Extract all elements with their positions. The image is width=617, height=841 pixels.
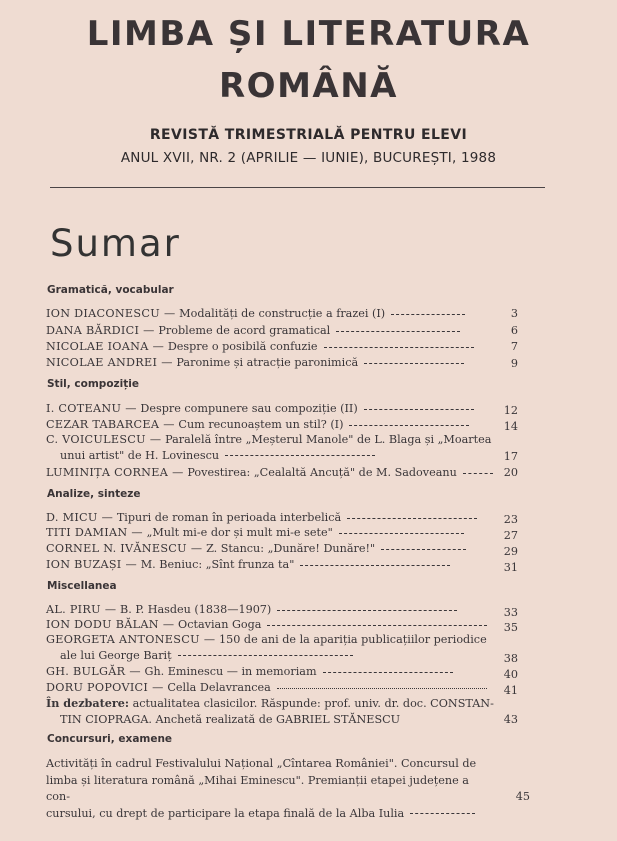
entry-page-number: 23 [503,513,518,526]
entry-page-number: 14 [503,420,518,433]
dot-leader [336,331,460,332]
entry-title: Despre compunere sau compoziție (II) [140,402,358,415]
entry-page-number: 45 [515,790,530,803]
entry-author: GEORGETA ANTONESCU [46,633,200,646]
dot-leader [391,314,465,315]
entry-page-number: 35 [503,621,518,634]
entry-title: „Mult mi-e dor și mult mi-e sete" [146,526,333,539]
paragraph-line: limba și literatura română „Mihai Eminescu". Premianții etapei județene a con- [46,773,469,803]
toc-entry[interactable] [46,465,496,481]
toc-entry[interactable] [46,339,496,355]
toc-entry[interactable] [46,323,496,339]
toc-entry[interactable] [46,306,496,322]
entry-author: GH. BULGĂR [46,665,126,678]
entry-page-number: 40 [503,668,518,681]
dot-leader [364,409,474,410]
entry-title: Paronime și atracție paronimică [176,356,359,369]
entry-title: Modalități de construcție a frazei (I) [179,307,386,320]
dot-leader [339,533,464,534]
entry-title: Despre o posibilă confuzie [167,340,318,353]
entry-title-continued: TIN CIOPRAGA. Anchetă realizată de GABRIEL STĂNESCU [60,712,401,726]
entry-author: CEZAR TABARCEA [46,418,160,431]
toc-entry[interactable] [46,602,496,618]
entry-page-number: 38 [503,652,518,665]
entry-page-number: 9 [510,357,518,370]
dot-leader [300,565,450,566]
entry-author: NICOLAE IOANA [46,340,149,353]
contents-heading: Sumar [50,222,181,265]
entry-title: B. P. Hasdeu (1838—1907) [120,603,272,616]
dot-leader [463,473,493,474]
dot-leader [410,813,475,814]
dot-leader [277,688,487,689]
entry-author: ION BUZAȘI [46,558,122,571]
entry-separator: — [101,511,113,524]
entry-title: Gh. Eminescu — in memoriam [144,665,317,678]
entry-author: LUMINIȚA CORNEA [46,466,169,479]
entry-separator: — [172,466,184,479]
entry-page-number: 41 [503,684,518,697]
entry-page-number: 12 [503,404,518,417]
entry-title: Probleme de acord gramatical [158,324,331,337]
header-divider [50,187,545,188]
entry-author: TITI DAMIAN [46,526,128,539]
toc-entry[interactable] [46,680,496,696]
entry-author: AL. PIRU [46,603,101,616]
entry-separator: — [161,356,173,369]
magazine-title-line2: ROMÂNĂ [219,66,398,106]
entry-separator: — [152,340,164,353]
entry-page-number: 29 [503,545,518,558]
magazine-title-line1: LIMBA ȘI LITERATURA [86,14,531,54]
entry-author: DANA BĂRDICI [46,324,140,337]
paragraph-line: Activități în cadrul Festivalului Național „Cîntarea României". Concursul de [46,757,477,770]
entry-separator: — [163,418,175,431]
entry-title: Octavian Goga [178,618,262,631]
section-title-style: Stil, compoziție [47,378,139,390]
paragraph-line: cursului, cu drept de participare la etapa finală de la Alba Iulia [46,806,405,820]
entry-separator: — [104,603,117,616]
dot-leader [267,625,487,626]
dot-leader [364,363,464,364]
entry-separator: — [149,433,162,446]
toc-entry[interactable] [46,557,496,573]
entry-separator: — [129,665,141,678]
toc-entry[interactable] [46,355,496,371]
entry-author: D. MICU [46,511,98,524]
toc-entry[interactable] [46,664,496,680]
entry-separator: — [125,402,137,415]
toc-entry[interactable] [46,632,496,663]
section-title-grammar: Gramatică, vocabular [47,284,174,296]
entry-title: Povestirea: „Cealaltă Ancuță" de M. Sadoveanu [187,466,457,479]
entry-title: Tipuri de roman în perioada interbelică [116,511,342,524]
entry-author: NICOLAE ANDREI [46,356,158,369]
entry-title: Z. Stancu: „Dunăre! Dunăre!" [206,542,376,555]
dot-leader [277,610,457,611]
entry-title: Paralelă între „Meșterul Manole" de L. Blaga și „Moartea [165,433,492,446]
entry-separator: — [163,307,176,320]
dot-leader [349,425,469,426]
entry-author: I. COTEANU [46,402,122,415]
dot-leader [225,455,375,456]
toc-entry[interactable] [46,417,496,433]
toc-entry[interactable] [46,401,496,417]
entry-separator: — [131,526,143,539]
entry-page-number: 43 [503,713,518,726]
entry-title: M. Beniuc: „Sînt frunza ta" [140,558,295,571]
entry-title: Cum recunoaștem un stil? (I) [178,418,344,431]
dot-leader [323,672,453,673]
section-title-analyses: Analize, sinteze [47,488,141,500]
entry-page-number: 3 [510,307,518,320]
toc-entry[interactable] [46,541,496,557]
toc-entry[interactable] [46,696,496,727]
entry-page-number: 33 [503,606,518,619]
entry-title: actualitatea clasicilor. Răspunde: prof. univ. dr. doc. CONSTAN- [132,697,494,710]
toc-entry[interactable] [46,432,496,463]
dot-leader [381,549,466,550]
entry-page-number: 27 [503,529,518,542]
entry-author: ION DODU BĂLAN [46,618,159,631]
toc-entry-paragraph[interactable] [46,756,496,822]
entry-separator: — [143,324,155,337]
entry-page-number: 7 [510,340,518,353]
entry-separator: — [203,633,215,646]
toc-entry[interactable] [46,525,496,541]
toc-entry[interactable] [46,510,496,526]
entry-author: C. VOICULESCU [46,433,146,446]
dot-leader [324,347,474,348]
magazine-subtitle: REVISTĂ TRIMESTRIALĂ PENTRU ELEVI [149,127,468,143]
entry-author: ION DIACONESCU [46,307,160,320]
entry-separator: — [162,618,175,631]
entry-page-number: 31 [503,561,518,574]
entry-label: În dezbatere: [46,696,130,710]
entry-separator: — [190,542,203,555]
entry-title: Cella Delavrancea [167,681,271,694]
entry-author: CORNEL N. IVĂNESCU [46,542,187,555]
section-title-contests: Concursuri, examene [47,733,173,745]
entry-separator: — [152,681,164,694]
entry-page-number: 17 [503,450,518,463]
issue-info: ANUL XVII, NR. 2 (APRILIE — IUNIE), BUCUREȘTI, 1988 [120,150,497,166]
dot-leader [178,655,353,656]
entry-page-number: 6 [510,324,518,337]
section-title-miscellanea: Miscellanea [47,580,117,592]
dot-leader [347,518,477,519]
toc-entry[interactable] [46,617,496,633]
entry-title-continued: ale lui George Bariț [60,648,172,662]
entry-title: 150 de ani de la apariția publicațiilor periodice [219,633,487,646]
entry-separator: — [125,558,137,571]
entry-page-number: 20 [503,466,518,479]
entry-author: DORU POPOVICI [46,681,149,694]
entry-title-continued: unui artist" de H. Lovinescu [60,448,220,462]
